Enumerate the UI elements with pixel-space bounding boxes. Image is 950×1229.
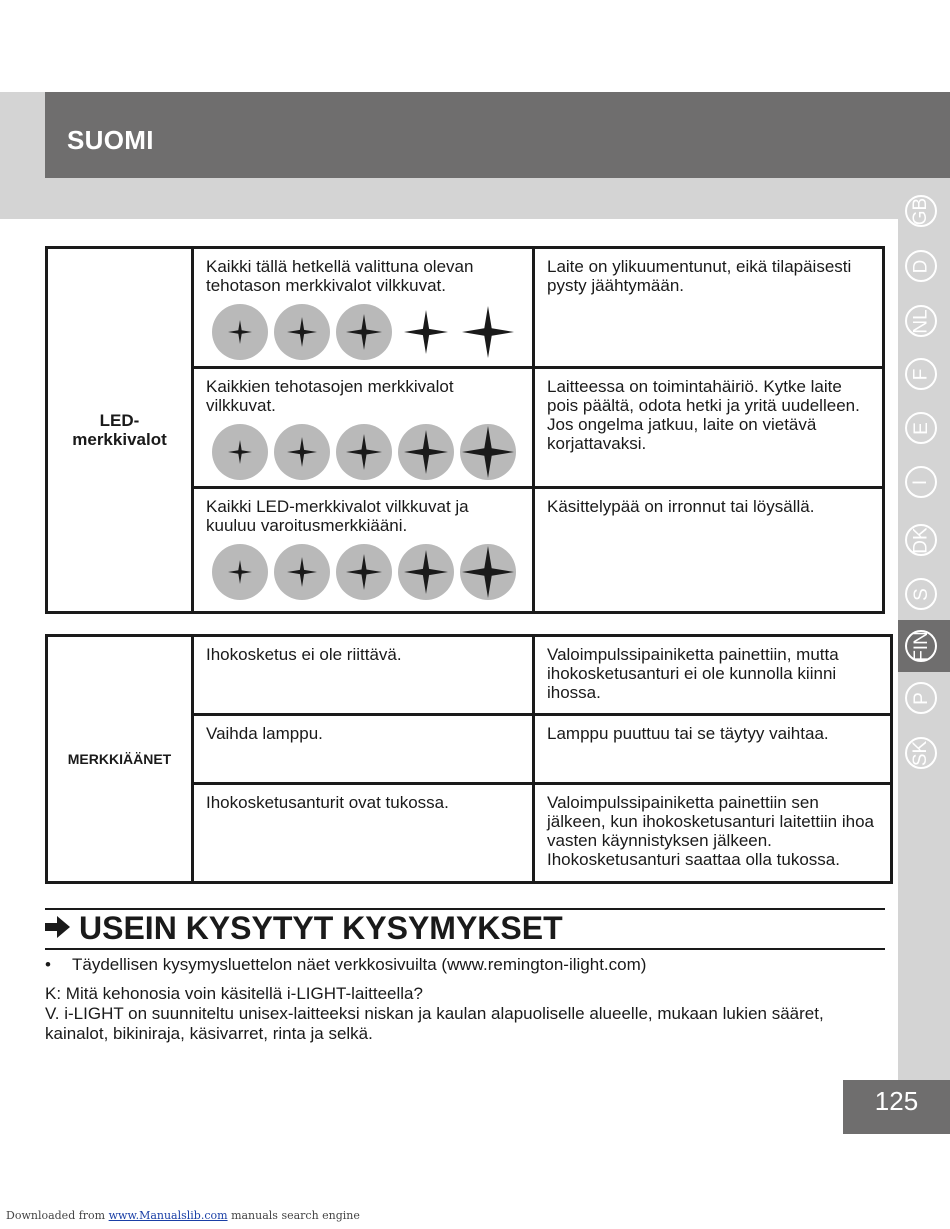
cause-cell: Valoimpulssipainiketta painettiin, mutta ihokosketusanturi ei ole kunnolla kiinni ihossa. — [534, 636, 892, 715]
led-indicator-row — [212, 544, 522, 600]
led-star-icon — [460, 304, 516, 360]
language-tab-s[interactable] — [905, 578, 937, 610]
led-star-icon — [398, 424, 454, 480]
faq-bullet — [45, 955, 885, 975]
question-text: K: Mitä kehonosia voin käsitellä i-LIGHT-laitteella? — [45, 984, 423, 1003]
download-footer — [6, 1209, 360, 1222]
beep-row-header: MERKKIÄÄNET — [47, 636, 193, 883]
language-tab-label: E — [910, 421, 932, 435]
led-star-icon — [212, 304, 268, 360]
language-tab-label: GB — [910, 197, 932, 225]
led-star-icon — [398, 304, 454, 360]
condition-text: Kaikkien tehotasojen merkkivalot vilkkuvat. — [206, 377, 454, 415]
language-tab-label: NL — [910, 308, 932, 334]
faq-question — [45, 984, 885, 1044]
led-indicator-row — [212, 424, 522, 480]
faq-bullet-text: Täydellisen kysymysluettelon näet verkkosivuilta (www.remington-ilight.com) — [72, 955, 647, 974]
led-star-icon — [336, 424, 392, 480]
language-tab-sk[interactable] — [905, 737, 937, 769]
section-title: SUOMI — [67, 125, 154, 155]
led-row-header: LED- merkkivalot — [47, 248, 193, 613]
cause-cell: Laite on ylikuumentunut, eikä tilapäisesti pysty jäähtymään. — [534, 248, 884, 368]
language-tab-dk[interactable] — [905, 524, 937, 556]
language-tab-fin[interactable] — [905, 630, 937, 662]
answer-text: V. i-LIGHT on suunniteltu unisex-laitteeksi niskan ja kaulan alapuoliselle alueelle, mukaan lukien sääret, kainalot, bikiniraja, käsivarret, rinta ja selkä. — [45, 1004, 824, 1043]
condition-text: Kaikki LED-merkkivalot vilkkuvat ja kuuluu varoitusmerkkiääni. — [206, 497, 469, 535]
language-tab-label: DK — [910, 526, 932, 554]
faq-title: USEIN KYSYTYT KYSYMYKSET — [79, 910, 563, 946]
language-tab-p[interactable] — [905, 682, 937, 714]
faq-rule-bottom — [45, 948, 885, 950]
language-tab-nl[interactable] — [905, 305, 937, 337]
led-star-icon — [212, 544, 268, 600]
led-indicator-table — [45, 246, 885, 614]
faq-content — [45, 955, 885, 1044]
led-star-icon — [398, 544, 454, 600]
footer-suffix: manuals search engine — [231, 1209, 360, 1222]
condition-cell — [193, 368, 534, 488]
condition-cell — [193, 488, 534, 613]
language-tab-gb[interactable] — [905, 195, 937, 227]
condition-text: Kaikki tällä hetkellä valittuna olevan tehotason merkkivalot vilkkuvat. — [206, 257, 474, 295]
language-tab-label: SK — [910, 740, 932, 766]
arrow-right-icon — [45, 910, 71, 947]
led-star-icon — [460, 424, 516, 480]
language-tab-e[interactable] — [905, 412, 937, 444]
page-number: 125 — [874, 1086, 919, 1116]
cause-cell: Käsittelypää on irronnut tai löysällä. — [534, 488, 884, 613]
table-row — [47, 636, 892, 715]
condition-cell: Ihokosketusanturit ovat tukossa. — [193, 784, 534, 883]
language-tab-d[interactable] — [905, 250, 937, 282]
language-tab-label: D — [910, 259, 932, 273]
footer-prefix: Downloaded from — [6, 1209, 106, 1222]
cause-cell: Laitteessa on toimintahäiriö. Kytke laite pois päältä, odota hetki ja yritä uudelleen. Jos ongelma jatkuu, laite on vietävä korjattavaksi. — [534, 368, 884, 488]
condition-cell: Vaihda lamppu. — [193, 715, 534, 784]
led-star-icon — [274, 544, 330, 600]
condition-cell: Ihokosketus ei ole riittävä. — [193, 636, 534, 715]
language-tab-label: S — [910, 587, 932, 601]
table-row — [47, 248, 884, 368]
led-star-icon — [460, 544, 516, 600]
led-star-icon — [336, 304, 392, 360]
language-tab-label: FIN — [910, 630, 932, 662]
manualslib-link[interactable]: www.Manualslib.com — [108, 1209, 228, 1222]
header-band — [45, 92, 950, 178]
led-star-icon — [274, 304, 330, 360]
led-star-icon — [212, 424, 268, 480]
led-star-icon — [336, 544, 392, 600]
beep-table — [45, 634, 893, 884]
led-indicator-row — [212, 304, 522, 360]
language-tab-label: F — [910, 368, 932, 380]
condition-cell — [193, 248, 534, 368]
language-tab-label: P — [910, 691, 932, 705]
led-star-icon — [274, 424, 330, 480]
cause-cell: Valoimpulssipainiketta painettiin sen jälkeen, kun ihokosketusanturi laitettiin ihoa vasten käynnistyksen jälkeen. Ihokosketusanturi saattaa olla tukossa. — [534, 784, 892, 883]
language-tab-f[interactable] — [905, 358, 937, 390]
cause-cell: Lamppu puuttuu tai se täytyy vaihtaa. — [534, 715, 892, 784]
faq-heading — [45, 910, 563, 947]
language-tab-label: I — [910, 479, 932, 485]
language-tab-i[interactable] — [905, 466, 937, 498]
bullet-marker: • — [45, 955, 51, 974]
